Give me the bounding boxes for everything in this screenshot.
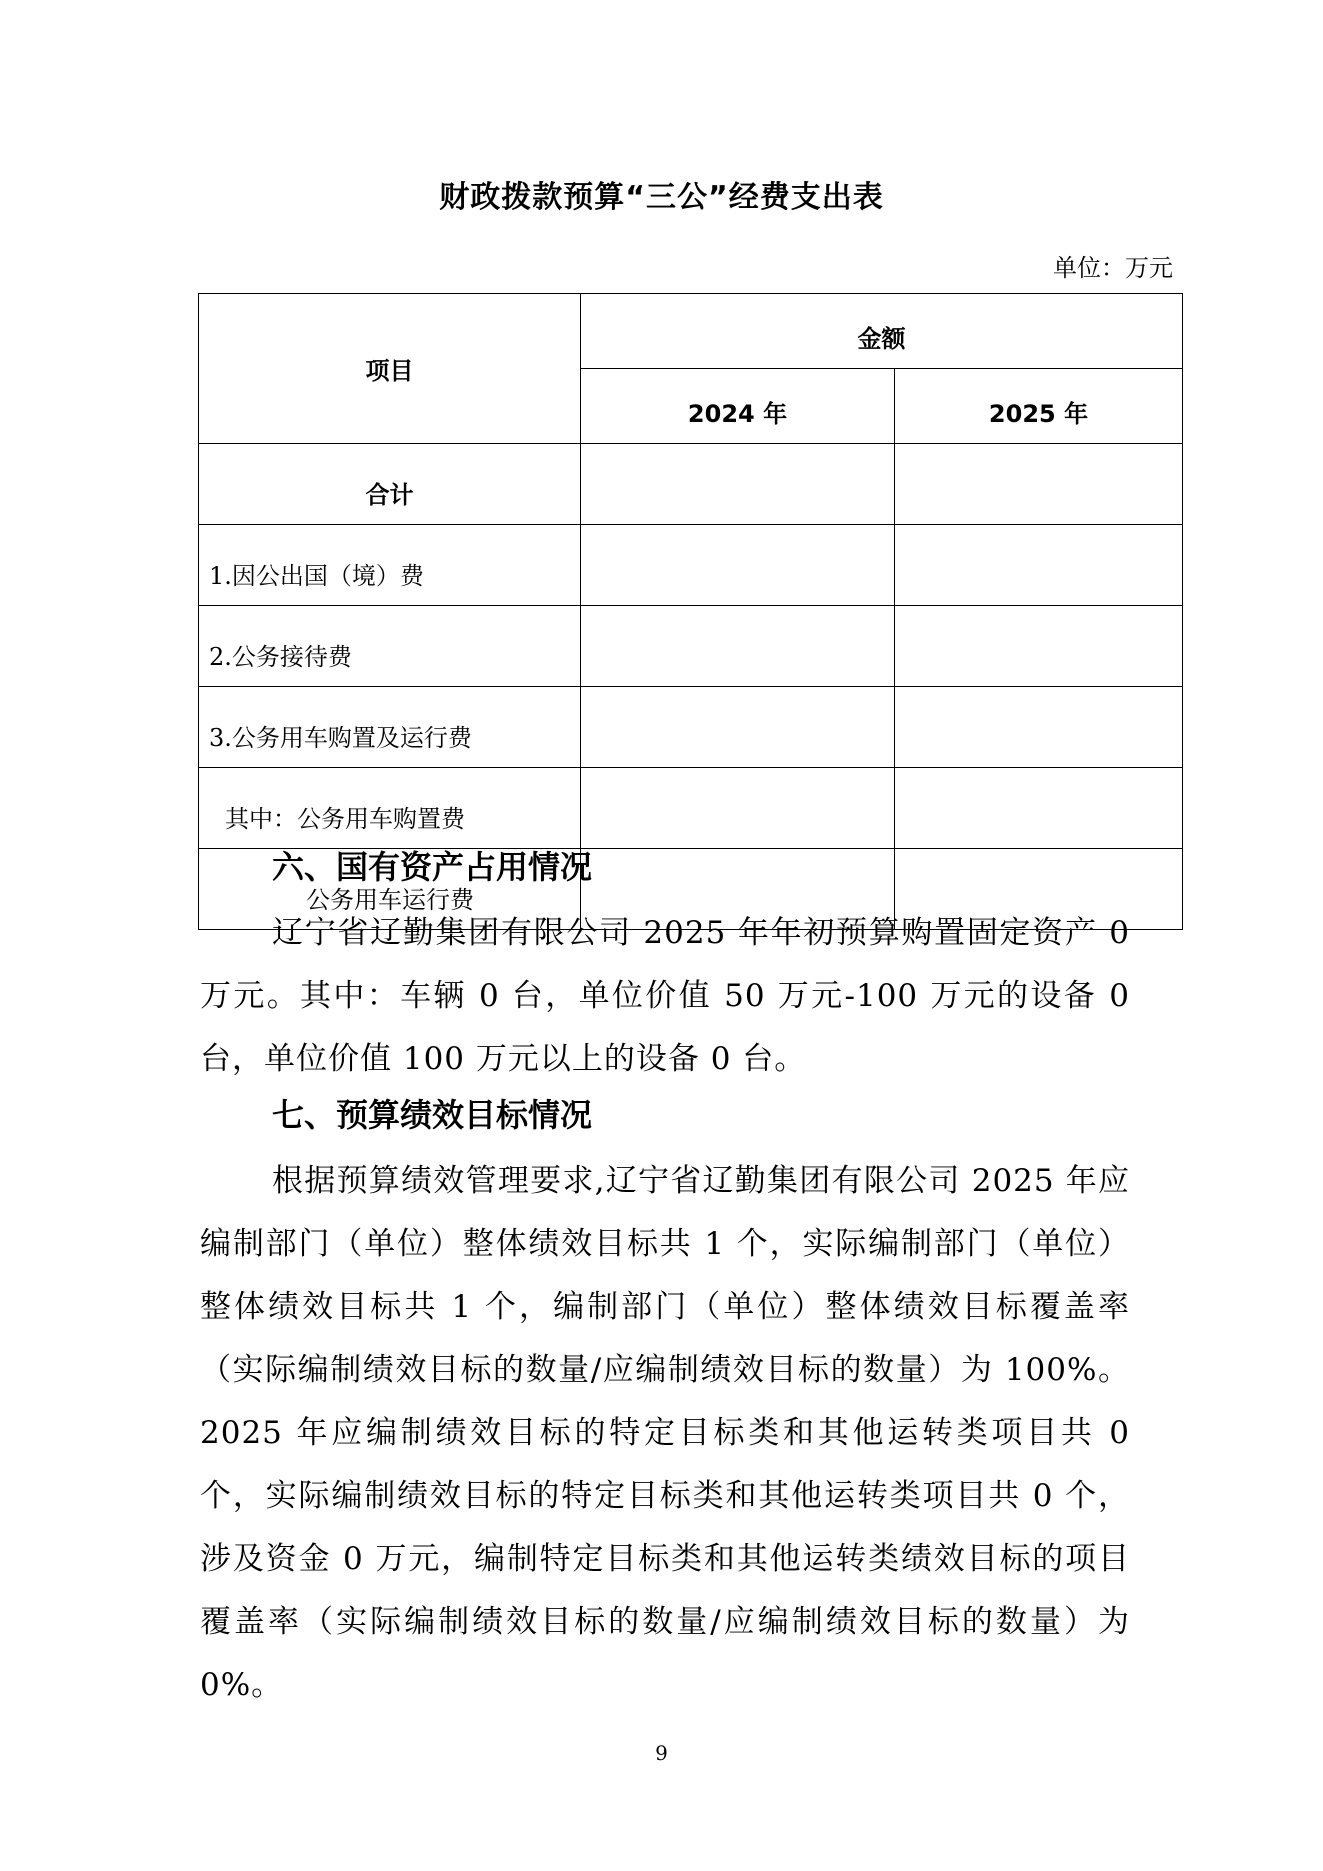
cell-2025: [895, 444, 1183, 525]
row-label: 公务用车运行费: [199, 849, 581, 930]
section-heading: 六、国有资产占用情况: [272, 848, 593, 886]
cell-2024: [581, 768, 895, 849]
row-label: 其中：公务用车购置费: [199, 768, 581, 849]
header-year-2025: 2025 年: [895, 369, 1183, 444]
cell-2024: [581, 687, 895, 768]
header-amount: 金额: [581, 294, 1183, 369]
table-row: [199, 687, 1183, 768]
cell-2025: [895, 687, 1183, 768]
cell-2024: [581, 606, 895, 687]
row-label: 3.公务用车购置及运行费: [199, 687, 581, 768]
table-row: [199, 768, 1183, 849]
section-body: 辽宁省辽勤集团有限公司 2025 年年初预算购置固定资产 0 万元。其中：车辆 0 台，单位价值 50 万元-100 万元的设备 0 台，单位价值 100 万元以上的设备 0 台。: [200, 915, 1130, 1077]
table-header-row: [199, 294, 1183, 369]
section-heading: 七、预算绩效目标情况: [272, 1096, 593, 1134]
cell-2024: [581, 525, 895, 606]
cell-2025: [895, 606, 1183, 687]
table-row: [199, 525, 1183, 606]
page-title: 财政拨款预算“三公”经费支出表: [439, 180, 884, 215]
header-item: 项目: [199, 294, 581, 444]
page-number: 9: [655, 1741, 668, 1765]
row-label-total: 合计: [199, 444, 581, 525]
cell-2024: [581, 444, 895, 525]
section-state-assets: [200, 842, 1130, 1091]
unit-label: 单位：万元: [1053, 254, 1173, 282]
cell-2025: [895, 525, 1183, 606]
budget-table: [198, 293, 1183, 930]
section-performance-goals: [200, 1090, 1130, 1717]
header-year-2024: 2024 年: [581, 369, 895, 444]
section-body: 根据预算绩效管理要求,辽宁省辽勤集团有限公司 2025 年应编制部门（单位）整体绩效目标共 1 个，实际编制部门（单位）整体绩效目标共 1 个，编制部门（单位）整体绩效目标覆盖率（实际编制绩效目标的数量/应编制绩效目标的数量）为 100%。2025 年应编制绩效目标的特定目标类和其他运转类项目共 0 个，实际编制绩效目标的特定目标类和其他运转类项目共 0 个，涉及资金 0 万元，编制特定目标类和其他运转类绩效目标的项目覆盖率（实际编制绩效目标的数量/应编制绩效目标的数量）为 0%。: [200, 1163, 1130, 1703]
table-row: [199, 606, 1183, 687]
table-row: [199, 444, 1183, 525]
cell-2025: [895, 768, 1183, 849]
row-label: 2.公务接待费: [199, 606, 581, 687]
row-label: 1.因公出国（境）费: [199, 525, 581, 606]
